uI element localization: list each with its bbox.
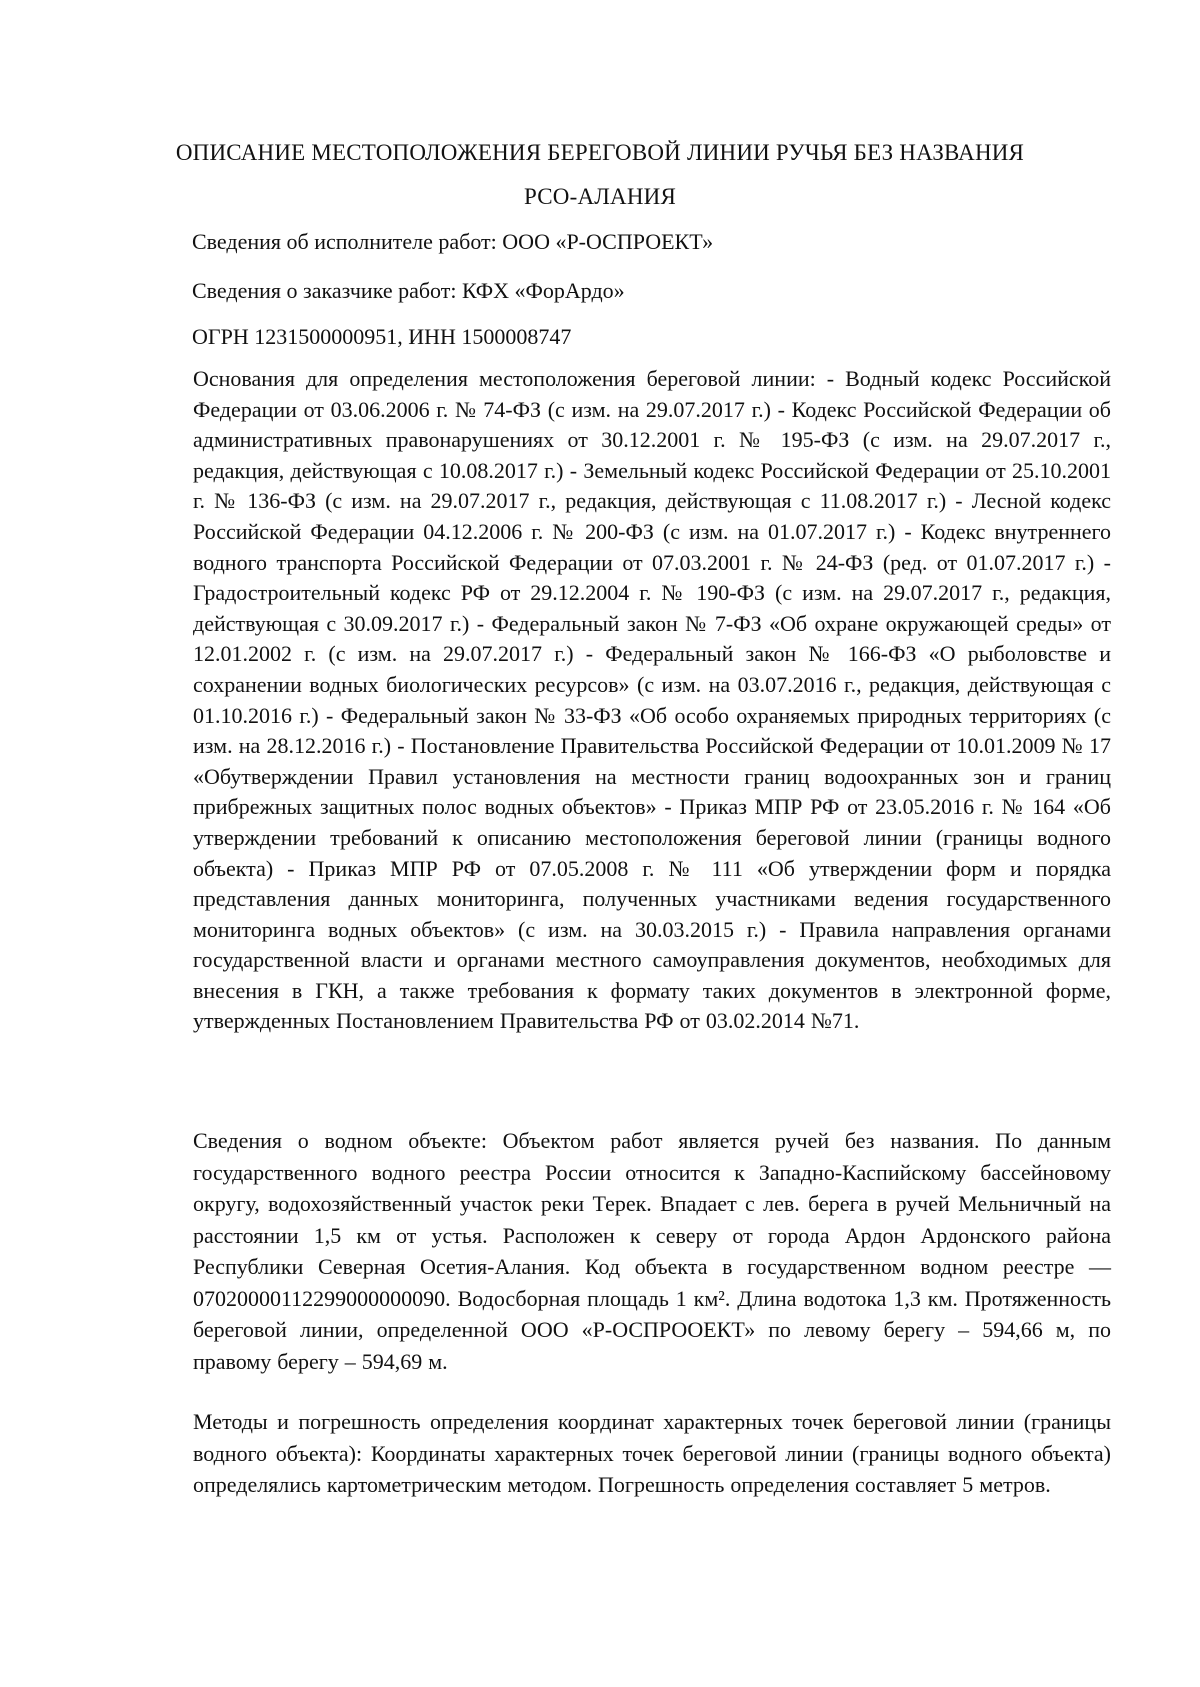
methods-paragraph: Методы и погрешность определения координат характерных точек береговой линии (границы водного объекта): Координаты характерных точек береговой линии (границы водного объекта) определялись картометрическим методом. Погрешность определения составляет 5 метров. (193, 1409, 1111, 1497)
water-object-paragraph: Сведения о водном объекте: Объектом работ является ручей без названия. По данным государственного водного реестра России относится к Западно-Каспийскому бассейновому округу, водохозяйственный участок реки Терек. Впадает с лев. берега в ручей Мельничный на расстоянии 1,5 км от устья. Расположен к северу от города Ардон Ардонского района Республики Северная Осетия-Алания. Код объекта в государственном водном реестре — 07020000112299000000090. Водосборная площадь 1 км². Длина водотока 1,3 км. Протяженность береговой линии, определенной ООО «Р-ОСПРООЕКТ» по левому берегу – 594,66 м, по правому берегу – 594,69 м. (193, 1128, 1111, 1374)
legal-basis-paragraph: Основания для определения местоположения береговой линии: - Водный кодекс Российской Федерации от 03.06.2006 г. № 74-ФЗ (с изм. на 29.07.2017 г.) - Кодекс Российской Федерации об административных правонарушениях от 30.12.2001 г. № 195-ФЗ (с изм. на 29.07.2017 г., редакция, действующая с 10.08.2017 г.) - Земельный кодекс Российской Федерации от 25.10.2001 г. № 136-ФЗ (с изм. на 29.07.2017 г., редакция, действующая с 11.08.2017 г.) - Лесной кодекс Российской Федерации 04.12.2006 г. № 200-ФЗ (с изм. на 01.07.2017 г.) - Кодекс внутреннего водного транспорта Российской Федерации от 07.03.2001 г. № 24-ФЗ (ред. от 01.07.2017 г.) - Градостроительный кодекс РФ от 29.12.2004 г. № 190-ФЗ (с изм. на 29.07.2017 г., редакция, действующая с 30.09.2017 г.) - Федеральный закон № 7-ФЗ «Об охране окружающей среды» от 12.01.2002 г. (с изм. на 29.07.2017 г.) - Федеральный закон № 166-ФЗ «О рыболовстве и сохранении водных биологических ресурсов» (с изм. на 03.07.2016 г., редакция, действующая с 01.10.2016 г.) - Федеральный закон № 33-ФЗ «Об особо охраняемых природных территориях (с изм. на 28.12.2016 г.) - Постановление Правительства Российской Федерации от 10.01.2009 № 17 «Обутверждении Правил установления на местности границ водоохранных зон и границ прибрежных защитных полос водных объектов» - Приказ МПР РФ от 23.05.2016 г. № 164 «Об утверждении требований к описанию местоположения береговой линии (границы водного объекта) - Приказ МПР РФ от 07.05.2008 г. № 111 «Об утверждении форм и порядка представления данных мониторинга, полученных участниками ведения государственного мониторинга водных объектов» (с изм. на 30.03.2015 г.) - Правила направления органами государственной власти и органами местного самоуправления документов, необходимых для внесения в ГКН, а также требования к формату таких документов в электронной форме, утвержденных Постановлением Правительства РФ от 03.02.2014 №71. (193, 366, 1111, 1034)
document-title: ОПИСАНИЕ МЕСТОПОЛОЖЕНИЯ БЕРЕГОВОЙ ЛИНИИ РУЧЬЯ БЕЗ НАЗВАНИЯ (175, 140, 1025, 165)
document-title-region: РСО-АЛАНИЯ (523, 184, 677, 209)
executor-info: Сведения об исполнителе работ: ООО «Р-ОСПРОЕКТ» (192, 229, 714, 254)
ogrn-inn-info: ОГРН 1231500000951, ИНН 1500008747 (192, 324, 572, 349)
customer-info: Сведения о заказчике работ: КФХ «ФорАрдо» (192, 278, 625, 303)
